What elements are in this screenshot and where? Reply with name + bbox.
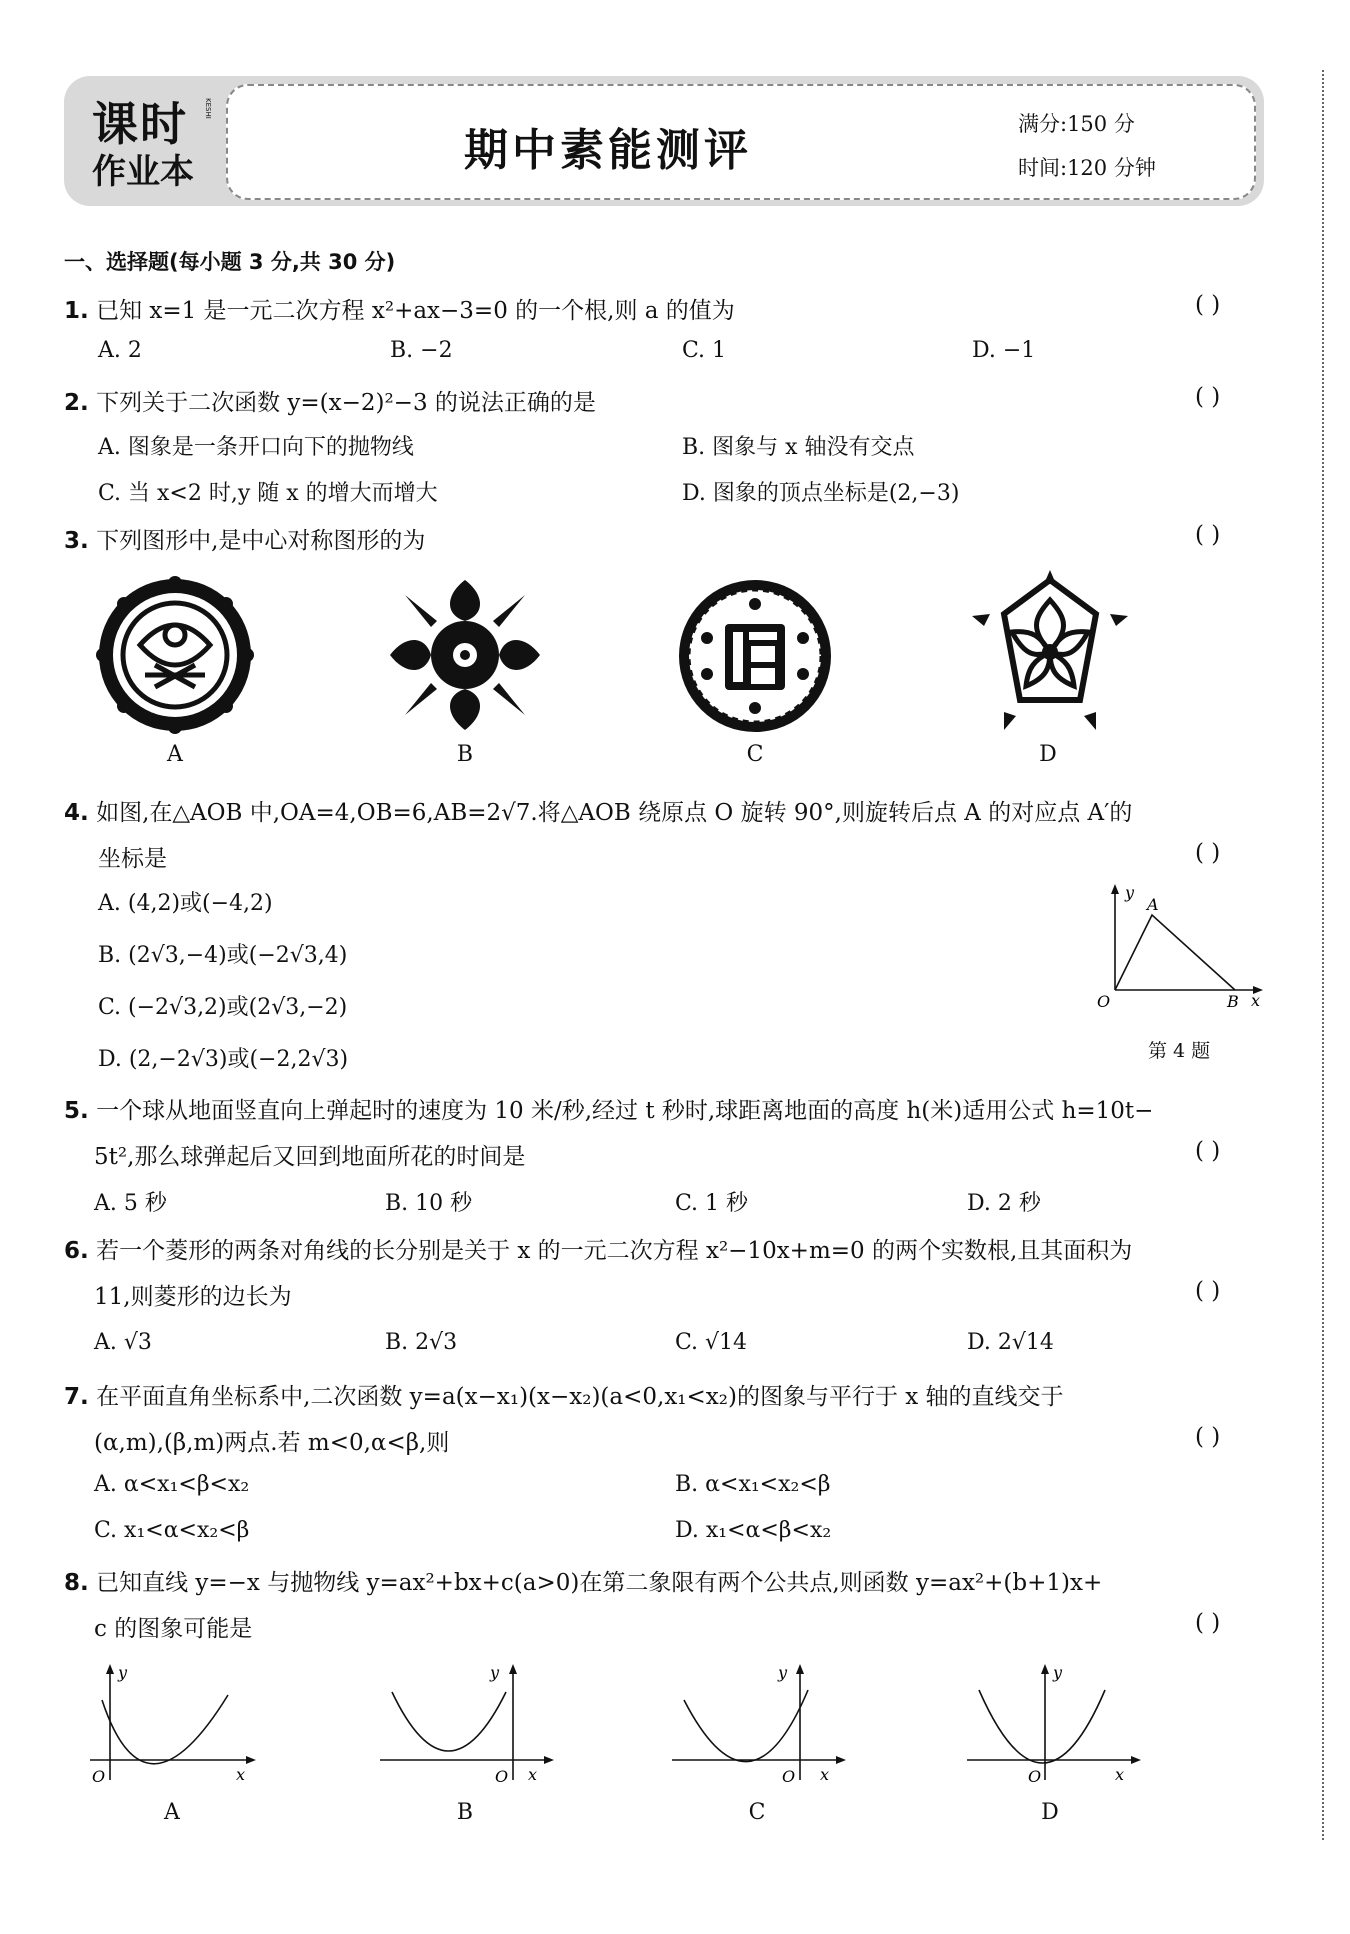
question-7-line-2: (α,m),(β,m)两点.若 m<0,α<β,则: [94, 1430, 450, 1456]
parabola-graph-d: [965, 1660, 1145, 1790]
question-text: 下列图形中,是中心对称图形的为: [96, 528, 426, 554]
q7-option-d: D. x₁<α<β<x₂: [675, 1518, 832, 1543]
q5-option-a: A. 5 秒: [94, 1191, 167, 1216]
question-3: [64, 522, 425, 555]
question-1: [64, 292, 735, 325]
q4-option-c: C. (−2√3,2)或(2√3,−2): [98, 995, 348, 1020]
question-5-line-2: 5t²,那么球弹起后又回到地面所花的时间是: [94, 1144, 526, 1170]
graph-label-c: C: [748, 1800, 766, 1825]
margin-dotted-rule: [1322, 70, 1324, 1840]
question-text: 若一个菱形的两条对角线的长分别是关于 x 的一元二次方程 x²−10x+m=0 的两个实数根,且其面积为: [96, 1238, 1133, 1264]
q1-option-d: D. −1: [972, 338, 1036, 363]
q4-option-b: B. (2√3,−4)或(−2√3,4): [98, 943, 348, 968]
origin-label: O: [782, 1767, 796, 1786]
origin-label: O: [92, 1767, 106, 1786]
q4-option-d: D. (2,−2√3)或(−2,2√3): [98, 1047, 349, 1072]
question-text: 下列关于二次函数 y=(x−2)²−3 的说法正确的是: [96, 390, 596, 416]
question-6: [64, 1232, 1132, 1265]
answer-paren-6: ( ): [1195, 1278, 1221, 1304]
question-7: [64, 1378, 1064, 1411]
papercut-figure-b: [385, 575, 545, 735]
answer-paren-8: ( ): [1195, 1610, 1221, 1636]
q4-option-a: A. (4,2)或(−4,2): [98, 891, 273, 916]
q1-option-b: B. −2: [390, 338, 453, 363]
origin-label: O: [1028, 1767, 1042, 1786]
axis-x-label: x: [1251, 991, 1261, 1010]
question-number: 7.: [64, 1384, 89, 1410]
q1-option-a: A. 2: [98, 338, 142, 363]
q5-option-b: B. 10 秒: [385, 1191, 473, 1216]
answer-paren-5: ( ): [1195, 1138, 1221, 1164]
question-6-line-2: 11,则菱形的边长为: [94, 1284, 292, 1310]
question-text: 在平面直角坐标系中,二次函数 y=a(x−x₁)(x−x₂)(a<0,x₁<x₂)的图象与平行于 x 轴的直线交于: [96, 1384, 1064, 1410]
question-text: 已知直线 y=−x 与抛物线 y=ax²+bx+c(a>0)在第二象限有两个公共点,则函数 y=ax²+(b+1)x+: [96, 1570, 1103, 1596]
figure-label-c: C: [746, 742, 764, 767]
q7-option-c: C. x₁<α<x₂<β: [94, 1518, 250, 1543]
axis-x-label: x: [820, 1765, 830, 1784]
graph-label-b: B: [456, 1800, 474, 1825]
answer-paren-3: ( ): [1195, 522, 1221, 548]
q7-option-a: A. α<x₁<β<x₂: [94, 1472, 250, 1497]
papercut-figure-a: [95, 575, 255, 735]
question-8-line-2: c 的图象可能是: [94, 1616, 253, 1642]
axis-x-label: x: [528, 1765, 538, 1784]
figure-caption: 第 4 题: [1148, 1040, 1211, 1062]
parabola-graph-b: [378, 1660, 558, 1790]
axis-y-label: y: [490, 1663, 500, 1682]
answer-paren-4: ( ): [1195, 840, 1221, 866]
question-4: [64, 794, 1132, 827]
question-number: 3.: [64, 528, 89, 554]
q2-option-d: D. 图象的顶点坐标是(2,−3): [682, 481, 960, 506]
header-banner: [64, 76, 1264, 206]
origin-label: O: [1097, 992, 1111, 1010]
graph-label-d: D: [1041, 1800, 1059, 1825]
question-number: 4.: [64, 800, 89, 826]
point-a-label: A: [1147, 895, 1159, 914]
page-title: 期中素能测评: [464, 125, 752, 176]
logo: [92, 88, 232, 196]
logo-top-text: 课时: [92, 97, 188, 151]
answer-paren-7: ( ): [1195, 1424, 1221, 1450]
axis-x-label: x: [1115, 1765, 1125, 1784]
question-4-line-2: 坐标是: [98, 846, 167, 872]
section-title: 一、选择题(每小题 3 分,共 30 分): [64, 250, 396, 274]
question-number: 5.: [64, 1098, 89, 1124]
answer-paren-2: ( ): [1195, 384, 1221, 410]
figure-label-b: B: [456, 742, 474, 767]
question-text: 一个球从地面竖直向上弹起时的速度为 10 米/秒,经过 t 秒时,球距离地面的高度 h(米)适用公式 h=10t−: [96, 1098, 1154, 1124]
question-number: 6.: [64, 1238, 89, 1264]
q6-option-b: B. 2√3: [385, 1330, 458, 1355]
question-text: 如图,在△AOB 中,OA=4,OB=6,AB=2√7.将△AOB 绕原点 O 旋转 90°,则旋转后点 A 的对应点 A′的: [96, 800, 1133, 826]
logo-side-text: KESHI: [204, 98, 212, 119]
question-8: [64, 1564, 1102, 1597]
figure-label-d: D: [1039, 742, 1057, 767]
logo-bottom-text: 作业本: [92, 152, 194, 192]
papercut-figure-d: [968, 570, 1132, 734]
triangle-aob-figure: [1085, 880, 1265, 1010]
graph-label-a: A: [164, 1800, 180, 1825]
parabola-graph-a: [80, 1660, 260, 1790]
title-box: [226, 84, 1256, 200]
question-number: 1.: [64, 298, 89, 324]
question-number: 2.: [64, 390, 89, 416]
q2-option-a: A. 图象是一条开口向下的抛物线: [98, 435, 414, 460]
time-limit: 时间:120 分钟: [1018, 156, 1156, 180]
q6-option-c: C. √14: [675, 1330, 748, 1355]
q6-option-d: D. 2√14: [967, 1330, 1054, 1355]
origin-label: O: [495, 1767, 509, 1786]
axis-x-label: x: [236, 1765, 246, 1784]
q1-option-c: C. 1: [682, 338, 727, 363]
q2-option-c: C. 当 x<2 时,y 随 x 的增大而增大: [98, 481, 438, 506]
full-score: 满分:150 分: [1018, 112, 1135, 136]
parabola-graph-c: [670, 1660, 850, 1790]
q2-option-b: B. 图象与 x 轴没有交点: [682, 435, 915, 460]
question-2: [64, 384, 596, 417]
q5-option-c: C. 1 秒: [675, 1191, 749, 1216]
answer-paren-1: ( ): [1195, 292, 1221, 318]
q6-option-a: A. √3: [94, 1330, 152, 1355]
axis-y-label: y: [1125, 883, 1135, 902]
axis-y-label: y: [118, 1663, 128, 1682]
axis-y-label: y: [1053, 1663, 1063, 1682]
q7-option-b: B. α<x₁<x₂<β: [675, 1472, 831, 1497]
question-5: [64, 1092, 1153, 1125]
point-b-label: B: [1227, 992, 1239, 1010]
figure-label-a: A: [167, 742, 183, 767]
question-number: 8.: [64, 1570, 89, 1596]
papercut-figure-c: [677, 578, 833, 734]
q5-option-d: D. 2 秒: [967, 1191, 1041, 1216]
question-text: 已知 x=1 是一元二次方程 x²+ax−3=0 的一个根,则 a 的值为: [96, 298, 735, 324]
axis-y-label: y: [778, 1663, 788, 1682]
